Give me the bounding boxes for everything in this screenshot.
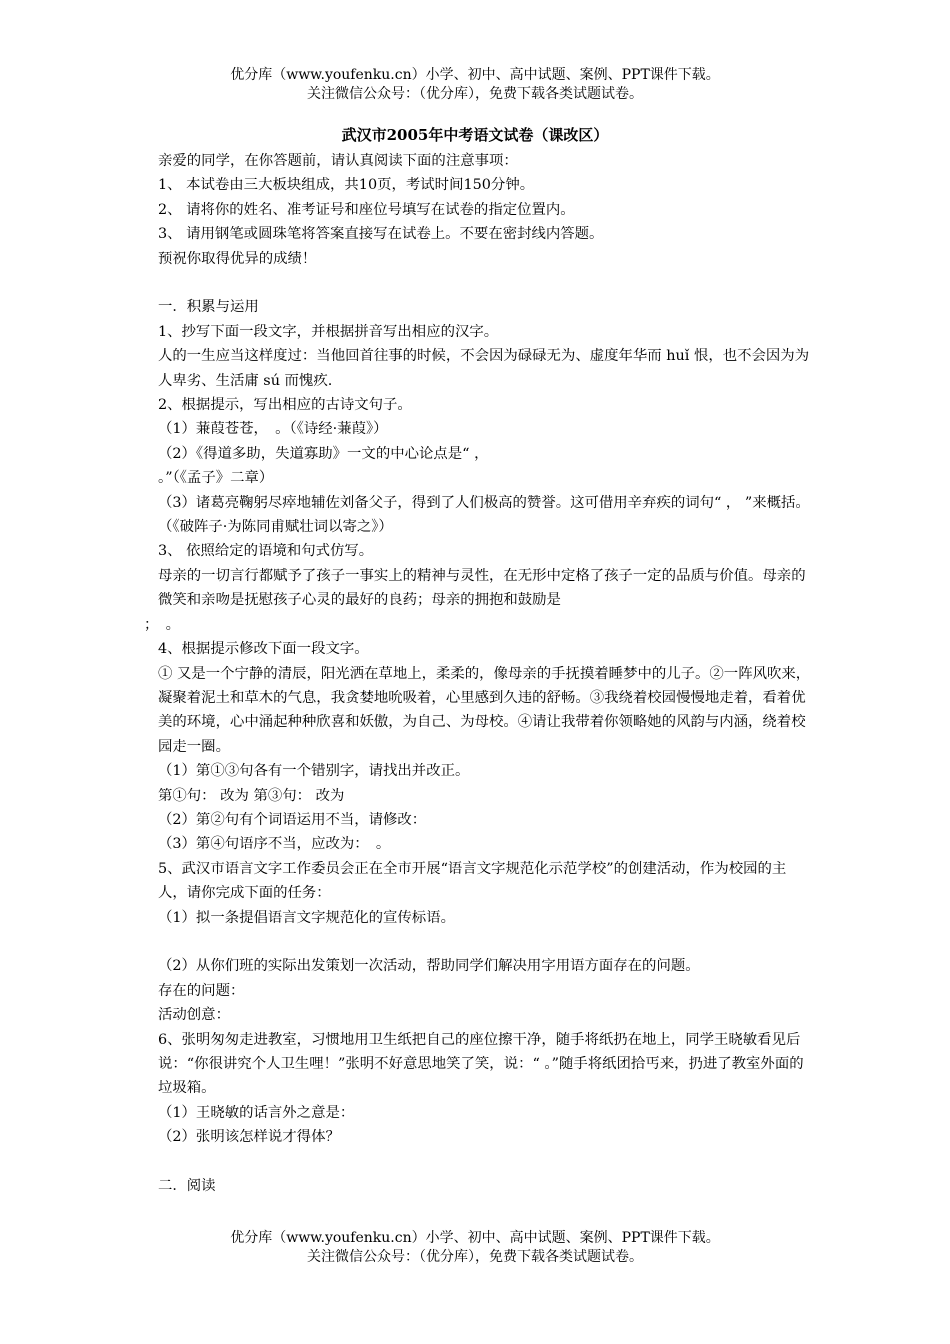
page-footer <box>0 1229 950 1267</box>
question-6-part-1: （1）王晓敏的话言外之意是： <box>158 1104 355 1121</box>
question-4-passage: ① 又是一个宁静的清辰，阳光洒在草地上，柔柔的，像母亲的手抚摸着睡梦中的儿子。②一阵风吹来，凝聚着泥土和草木的气息，我贪婪地吮吸着，心里感到久违的舒畅。③我绕着校园慢慢地走着，看着优美的环境，心中涌起种种欣喜和妖傲，为自己、为母校。④请让我带着你领略她的风韵与内涵，绕着校园走一圈。 <box>158 665 811 755</box>
question-3: 3、 依照给定的语境和句式仿写。 <box>158 543 374 560</box>
question-2-part-1: （1）蒹葭苍苍， 。（《诗经·蒹葭》） <box>158 421 388 438</box>
question-5-part-2: （2）从你们班的实际出发策划一次活动，帮助同学们解决用字用语方面存在的问题。 <box>158 958 700 975</box>
question-2: 2、根据提示，写出相应的古诗文句子。 <box>158 397 412 414</box>
question-4-part-1: （1）第①③句各有一个错别字，请找出并改正。 <box>158 763 470 780</box>
question-5-idea-label: 活动创意： <box>158 1007 230 1024</box>
question-3-passage: 母亲的一切言行都赋予了孩子一事实上的精神与灵性，在无形中定格了孩子一定的品质与价值。母亲的微笑和亲吻是抚慰孩子心灵的最好的良药；母亲的拥抱和鼓励是 <box>158 567 806 609</box>
page-header <box>0 66 950 104</box>
question-5: 5、武汉市语言文字工作委员会正在全市开展“语言文字规范化示范学校”的创建活动，作为校园的主人，请你完成下面的任务： <box>158 860 787 902</box>
footer-line-2: 关注微信公众号：（优分库），免费下载各类试题试卷。 <box>307 1249 643 1265</box>
question-4-part-2: （2）第②句有个词语运用不当，请修改： <box>158 811 427 828</box>
question-2-part-3: （3）诸葛亮鞠躬尽瘁地辅佐刘备父子，得到了人们极高的赞誉。这可借用辛弃疾的词句“ ， ”来概括。（《破阵子·为陈同甫赋壮词以寄之》） <box>158 494 810 536</box>
spacer <box>144 271 812 295</box>
question-6-part-2: （2）张明该怎样说才得体？ <box>158 1129 340 1146</box>
question-2-part-2: （2）《得道多助，失道寡助》一文的中心论点是“ ， <box>158 445 489 462</box>
notice-intro: 亲爱的同学，在你答题前，请认真阅读下面的注意事项： <box>158 153 518 169</box>
section-heading-2: 二．阅读 <box>158 1178 216 1195</box>
question-5-part-1: （1）拟一条提倡语言文字规范化的宣传标语。 <box>158 909 455 926</box>
question-3-blanks: ； 。 <box>144 616 180 633</box>
question-5-problem-label: 存在的问题： <box>158 982 245 999</box>
header-line-1: 优分库（www.youfenku.cn）小学、初中、高中试题、案例、PPT课件下载。 <box>230 67 720 83</box>
document-body <box>144 149 812 1198</box>
notice-item-3: 3、 请用钢笔或圆珠笔将答案直接写在试卷上。不要在密封线内答题。 <box>158 226 604 243</box>
notice-wish: 预祝你取得优异的成绩！ <box>158 250 317 267</box>
question-6: 6、张明匆匆走进教室，习惯地用卫生纸把自己的座位擦干净，随手将纸扔在地上，同学王晓敏看见后说：“你很讲究个人卫生哩！”张明不好意思地笑了笑，说：“ 。”随手将纸团拾丐来，扔进了教室外面的垃圾箱。 <box>158 1031 804 1097</box>
notice-item-1: 1、 本试卷由三大板块组成，共10页，考试时间150分钟。 <box>158 177 535 194</box>
footer-line-1: 优分库（www.youfenku.cn）小学、初中、高中试题、案例、PPT课件下载。 <box>230 1230 720 1246</box>
question-4-part-3: （3）第④句语序不当，应改为： 。 <box>158 836 391 853</box>
section-heading-1: 一．积累与运用 <box>158 299 259 316</box>
spacer <box>144 930 812 954</box>
notice-item-2: 2、 请将你的姓名、准考证号和座位号填写在试卷的指定位置内。 <box>158 201 575 218</box>
question-4-part-1-answer: 第①句： 改为 第③句： 改为 <box>158 787 345 804</box>
question-2-part-2-cont: 。”（《孟子》二章） <box>158 470 274 487</box>
question-4: 4、根据提示修改下面一段文字。 <box>158 641 369 658</box>
header-line-2: 关注微信公众号：（优分库），免费下载各类试题试卷。 <box>307 86 643 102</box>
question-1: 1、抄写下面一段文字，并根据拼音写出相应的汉字。 <box>158 323 499 340</box>
spacer <box>144 1150 812 1174</box>
question-1-passage: 人的一生应当这样度过：当他回首往事的时候，不会因为碌碌无为、虚度年华而 huǐ 恨，也不会因为为人卑劣、生活庸 sú 而愧疚. <box>158 348 810 389</box>
document-title: 武汉市2005年中考语文试卷（课改区） <box>341 126 609 144</box>
